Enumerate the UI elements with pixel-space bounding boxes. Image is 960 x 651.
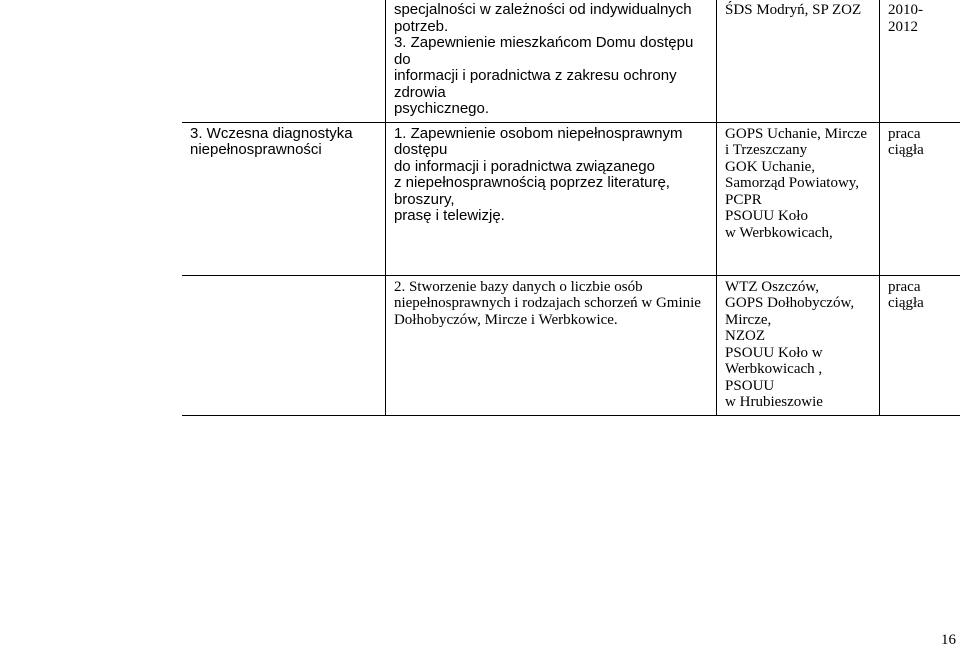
partners-cell <box>717 275 880 415</box>
partners-text-line: Samorząd Powiatowy, <box>725 175 860 191</box>
partners-text-line: Werbkowicach , PSOUU <box>725 361 823 394</box>
task-text-line: z niepełnosprawnością poprzez literaturę, broszury, <box>393 174 670 208</box>
task-cell <box>385 275 716 415</box>
task-text-line: 2. Stworzenie bazy danych o liczbie osób <box>393 278 643 295</box>
task-text-line: 3. Zapewnienie mieszkańcom Domu dostępu do <box>393 34 694 68</box>
page-number: 16 <box>941 632 956 648</box>
term-cell <box>880 122 960 275</box>
task-text-line: specjalności w zależności od indywidualnych <box>393 1 692 18</box>
partners-cell <box>717 122 880 275</box>
table-row <box>182 275 960 415</box>
partners-text-line: PSOUU Koło <box>725 208 808 224</box>
task-text-line: potrzeb. <box>393 17 449 35</box>
task-text-line: 1. Zapewnienie osobom niepełnosprawnym dostępu <box>393 124 683 158</box>
partners-text-line: GOPS Uchanie, Mircze <box>725 125 868 142</box>
term-cell <box>880 0 960 122</box>
table-row <box>182 122 960 275</box>
task-text-line: psychicznego. <box>393 100 490 117</box>
partners-text-line: PCPR <box>725 191 762 208</box>
partners-text-line: Mircze, <box>725 311 772 328</box>
task-text-line: niepełnosprawnych i rodzajach schorzeń w Gminie <box>393 295 701 311</box>
partners-cell <box>717 0 880 122</box>
term-cell <box>880 275 960 415</box>
action-plan-table <box>182 0 960 416</box>
task-cell <box>385 122 716 275</box>
term-text-line: praca <box>888 125 921 142</box>
table-row <box>182 0 960 122</box>
area-cell <box>182 0 385 122</box>
area-text-line: 3. Wczesna diagnostyka <box>190 124 353 142</box>
partners-text-line: PSOUU Koło w <box>725 344 823 361</box>
area-text-line: niepełnosprawności <box>190 141 322 158</box>
area-cell <box>182 275 385 415</box>
term-text-line: ciągła <box>888 142 924 158</box>
partners-text-line: WTZ Oszczów, <box>725 278 820 295</box>
partners-text-line: i Trzeszczany <box>725 142 808 158</box>
task-cell <box>385 0 716 122</box>
partners-text-line: NZOZ <box>725 328 766 344</box>
partners-text-line: GOPS Dołhobyczów, <box>725 295 855 311</box>
partners-text-line: w Hrubieszowie <box>725 394 823 410</box>
task-text-line: Dołhobyczów, Mircze i Werbkowice. <box>393 311 618 328</box>
partners-text-line: w Werbkowicach, <box>725 224 833 241</box>
task-text-line: informacji i poradnictwa z zakresu ochrony zdrowia <box>393 67 677 101</box>
term-text-line: ciągła <box>888 295 924 311</box>
term-text-line: praca <box>888 278 921 295</box>
partners-text-line: GOK Uchanie, <box>725 158 816 175</box>
area-cell <box>182 122 385 275</box>
task-text-line: do informacji i poradnictwa związanego <box>393 157 655 175</box>
task-text-line: prasę i telewizję. <box>393 207 505 224</box>
partners-text-line: ŚDS Modryń, SP ZOZ <box>725 2 862 18</box>
term-text-line: 2010-2012 <box>888 2 924 35</box>
